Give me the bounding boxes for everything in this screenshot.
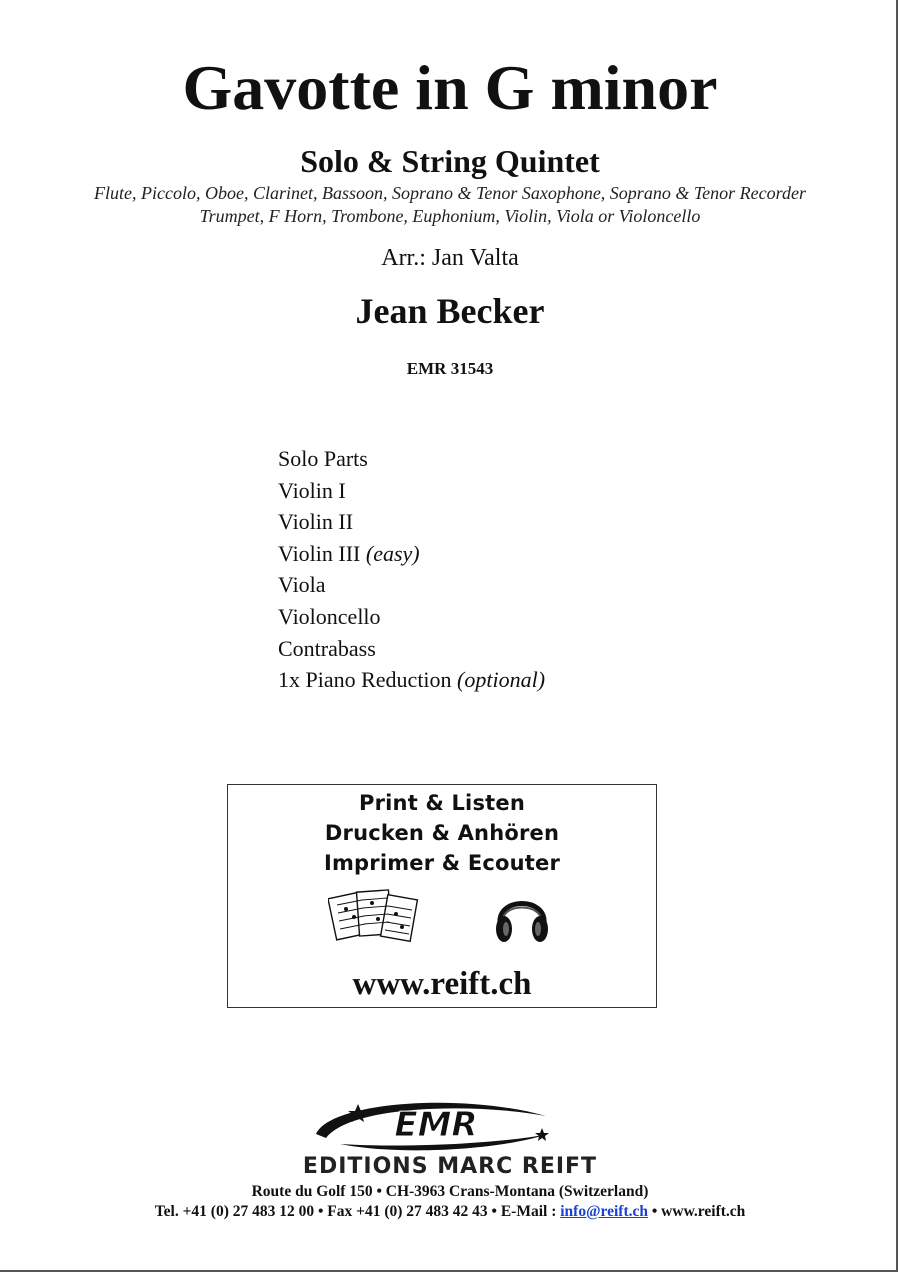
print-listen-box — [227, 784, 657, 1008]
part-item — [278, 601, 545, 633]
part-item — [278, 538, 545, 570]
part-name: Violin I — [278, 477, 346, 503]
contact-phone-fax: Tel. +41 (0) 27 483 12 00 • Fax +41 (0) 27 483 42 43 • E-Mail : — [154, 1203, 561, 1220]
part-item — [278, 569, 545, 601]
subtitle: Solo & String Quintet — [300, 143, 600, 179]
page-title: Gavotte in G minor — [182, 52, 718, 123]
parts-list — [278, 443, 545, 696]
arranger: Arr.: Jan Valta — [381, 245, 519, 271]
part-name: Violoncello — [278, 603, 381, 629]
promo-line-french: Imprimer & Ecouter — [323, 851, 561, 875]
instruments-line-2: Trumpet, F Horn, Trombone, Euphonium, Violin, Viola or Violoncello — [199, 206, 701, 226]
catalog-number: EMR 31543 — [406, 359, 494, 378]
composer: Jean Becker — [355, 291, 545, 331]
contact-website: • www.reift.ch — [648, 1203, 746, 1220]
instruments-line-1: Flute, Piccolo, Oboe, Clarinet, Bassoon, Soprano & Tenor Saxophone, Soprano & Tenor Recorder — [94, 183, 806, 203]
part-item — [278, 664, 545, 696]
emr-logo-text: EMR — [394, 1105, 478, 1145]
part-item — [278, 506, 545, 538]
part-name: Viola — [278, 572, 326, 598]
email-link[interactable]: info@reift.ch — [560, 1203, 648, 1220]
publisher-name: EDITIONS MARC REIFT — [302, 1154, 598, 1179]
part-note: (optional) — [457, 667, 546, 693]
publisher-contact — [0, 1202, 900, 1222]
headphones-icon — [490, 885, 554, 947]
part-item — [278, 633, 545, 665]
part-note: (easy) — [365, 540, 420, 566]
part-item — [278, 443, 545, 475]
promo-line-english: Print & Listen — [359, 791, 525, 815]
promo-line-german: Drucken & Anhören — [324, 821, 560, 845]
part-name: Violin II — [278, 509, 354, 535]
part-name: Violin III — [278, 540, 361, 566]
part-name: Solo Parts — [278, 446, 368, 471]
promo-website: www.reift.ch — [352, 966, 532, 1002]
part-name: 1x Piano Reduction — [278, 667, 452, 693]
part-name: Contrabass — [278, 635, 376, 661]
sheet-music-icon — [328, 887, 422, 947]
publisher-address: Route du Golf 150 • CH-3963 Crans-Montana (Switzerland) — [251, 1183, 649, 1200]
emr-logo — [310, 1094, 560, 1154]
part-item — [278, 475, 545, 507]
